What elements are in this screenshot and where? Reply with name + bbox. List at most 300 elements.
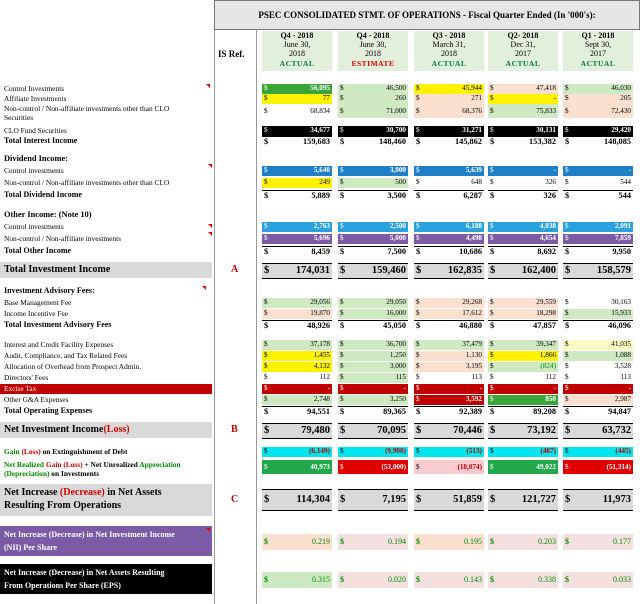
- label-fragment: 77: [322, 94, 330, 102]
- label-fragment: (18,074): [457, 463, 482, 471]
- label-fragment: $: [416, 494, 422, 505]
- label-fragment: Affiliate Investments: [4, 94, 67, 103]
- label-fragment: $: [416, 191, 421, 200]
- row-label: [4, 298, 71, 307]
- row-label: [4, 94, 66, 103]
- label-fragment: Appreciation: [139, 460, 181, 469]
- label-fragment: 47,418: [536, 84, 556, 92]
- row-label: [4, 166, 64, 175]
- label-fragment: 45,050: [383, 321, 406, 330]
- label-fragment: Directors' Fees: [4, 373, 49, 382]
- label-fragment: $: [416, 321, 421, 330]
- value-cell: [488, 406, 558, 417]
- label-fragment: Audit, Compliance, and Tax Related Fees: [4, 351, 128, 360]
- label-fragment: $: [565, 166, 569, 174]
- label-fragment: Total Dividend Income: [4, 190, 82, 199]
- label-fragment: Base Management Fee: [4, 298, 72, 307]
- label-fragment: $: [264, 247, 269, 256]
- value-cell: [262, 190, 332, 201]
- label-fragment: $: [565, 126, 569, 134]
- label-fragment: -: [553, 384, 556, 392]
- row-label: [4, 234, 121, 243]
- label-fragment: $: [340, 373, 344, 381]
- value-cell: [414, 94, 484, 104]
- label-fragment: -: [553, 94, 556, 102]
- label-fragment: $: [340, 575, 344, 584]
- label-fragment: $: [264, 265, 270, 276]
- label-fragment: $: [264, 407, 269, 416]
- label-fragment: 4,038: [539, 222, 556, 230]
- column-tag: ACTUAL: [279, 59, 315, 68]
- label-fragment: Total Operating Expenses: [4, 406, 93, 415]
- label-fragment: $: [490, 537, 494, 546]
- label-fragment: 326: [545, 178, 556, 186]
- label-fragment: $: [264, 222, 268, 230]
- label-fragment: 5,639: [465, 166, 482, 174]
- value-cell: [563, 384, 633, 394]
- row-label: [4, 424, 130, 436]
- label-fragment: $: [416, 425, 422, 436]
- label-fragment: 29,559: [536, 298, 556, 306]
- row-label: [4, 528, 175, 554]
- label-fragment: $: [416, 126, 420, 134]
- value-cell: [488, 298, 558, 308]
- label-fragment: $: [264, 463, 268, 471]
- label-fragment: $: [340, 234, 344, 242]
- is-ref-letter: A: [231, 264, 239, 275]
- label-fragment: 0.195: [464, 537, 482, 546]
- value-cell: [563, 373, 633, 383]
- label-fragment: $: [340, 107, 344, 115]
- label-fragment: 0.020: [388, 575, 406, 584]
- column-header: [262, 31, 332, 71]
- label-fragment: $: [416, 137, 421, 146]
- label-fragment: $: [264, 166, 268, 174]
- label-fragment: 3,592: [465, 395, 482, 403]
- label-fragment: $: [490, 309, 494, 317]
- label-fragment: 94,551: [307, 407, 330, 416]
- label-fragment: $: [416, 575, 420, 584]
- value-cell: [262, 246, 332, 257]
- label-fragment: 648: [471, 178, 482, 186]
- label-fragment: $: [565, 191, 570, 200]
- value-cell: [563, 423, 633, 439]
- value-cell: [488, 423, 558, 439]
- value-cell: [262, 447, 332, 457]
- label-fragment: $: [565, 395, 569, 403]
- is-ref-header: IS Ref.: [218, 49, 245, 59]
- value-cell: [414, 423, 484, 439]
- value-cell: [563, 104, 633, 118]
- label-fragment: $: [490, 107, 494, 115]
- label-fragment: $: [565, 447, 569, 455]
- label-fragment: 71,000: [386, 107, 406, 115]
- value-cell: [488, 572, 558, 588]
- value-cell: [262, 320, 332, 331]
- label-fragment: (Loss): [103, 424, 130, 435]
- label-fragment: Securities: [4, 113, 34, 122]
- value-cell: [414, 234, 484, 244]
- label-fragment: 68,376: [462, 107, 482, 115]
- label-fragment: $: [416, 178, 420, 186]
- label-fragment: $: [490, 178, 494, 186]
- label-fragment: 850: [545, 395, 556, 403]
- label-fragment: $: [340, 222, 344, 230]
- label-fragment: $: [340, 84, 344, 92]
- label-fragment: $: [565, 234, 569, 242]
- label-fragment: (513): [466, 447, 482, 455]
- label-fragment: 37,178: [310, 340, 330, 348]
- label-fragment: 112: [545, 373, 556, 381]
- value-cell: [488, 222, 558, 232]
- column-year: 2017: [515, 49, 531, 58]
- label-fragment: 10,686: [459, 247, 482, 256]
- label-fragment: $: [340, 298, 344, 306]
- label-fragment: $: [416, 247, 421, 256]
- label-fragment: + Net Unrealized: [82, 460, 140, 469]
- label-fragment: $: [416, 447, 420, 455]
- value-cell: [262, 136, 332, 147]
- label-fragment: 3,528: [614, 362, 631, 370]
- value-cell: [262, 94, 332, 104]
- comment-marker: [206, 84, 210, 88]
- value-cell: [262, 222, 332, 232]
- label-fragment: Net Realized: [4, 460, 45, 469]
- value-cell: [338, 362, 408, 372]
- label-fragment: 29,268: [462, 298, 482, 306]
- value-cell: [414, 340, 484, 350]
- value-cell: [414, 373, 484, 383]
- row-label: [4, 222, 64, 231]
- value-cell: [262, 166, 332, 176]
- label-fragment: 68,834: [310, 107, 330, 115]
- value-cell: [338, 340, 408, 350]
- value-cell: [338, 178, 408, 188]
- comment-marker: [208, 232, 212, 236]
- label-fragment: Gain (Loss): [44, 460, 83, 469]
- label-fragment: 79,480: [301, 425, 330, 436]
- value-cell: [414, 126, 484, 136]
- label-fragment: $: [264, 321, 269, 330]
- value-cell: [488, 309, 558, 319]
- label-fragment: $: [264, 425, 270, 436]
- label-fragment: (Depreciation): [4, 469, 50, 478]
- label-fragment: $: [340, 395, 344, 403]
- row-label: [4, 486, 162, 512]
- label-fragment: $: [340, 351, 344, 359]
- row-label: [4, 309, 68, 318]
- label-fragment: Net Increase (Decrease) in Net Assets Resulting: [4, 568, 165, 577]
- label-fragment: $: [490, 494, 496, 505]
- label-fragment: $: [565, 575, 569, 584]
- value-cell: [488, 94, 558, 104]
- label-fragment: $: [264, 575, 268, 584]
- comment-marker: [208, 224, 212, 228]
- label-fragment: (6,149): [309, 447, 330, 455]
- column-date: March 31,: [432, 40, 466, 49]
- label-fragment: 2,987: [614, 395, 631, 403]
- label-fragment: 159,683: [303, 137, 330, 146]
- label-fragment: 2,091: [614, 222, 631, 230]
- label-fragment: Gain: [4, 447, 20, 456]
- label-fragment: 145,862: [455, 137, 482, 146]
- label-fragment: $: [490, 247, 495, 256]
- column-quarter: Q3 - 2018: [432, 31, 466, 40]
- value-cell: [414, 263, 484, 279]
- label-fragment: $: [416, 463, 420, 471]
- label-fragment: 30,131: [536, 126, 556, 134]
- value-cell: [414, 489, 484, 511]
- label-fragment: $: [416, 309, 420, 317]
- label-fragment: $: [490, 463, 494, 471]
- label-fragment: $: [416, 234, 420, 242]
- value-cell: [563, 447, 633, 457]
- value-cell: [563, 406, 633, 417]
- label-fragment: 89,208: [533, 407, 556, 416]
- value-cell: [262, 104, 332, 118]
- label-fragment: $: [340, 247, 345, 256]
- label-fragment: $: [565, 537, 569, 546]
- label-fragment: $: [490, 222, 494, 230]
- label-fragment: 1,250: [389, 351, 406, 359]
- label-fragment: $: [340, 309, 344, 317]
- value-cell: [488, 373, 558, 383]
- value-cell: [414, 406, 484, 417]
- value-cell: [488, 136, 558, 147]
- label-fragment: 159,460: [371, 265, 406, 276]
- row-label: [4, 447, 127, 456]
- label-fragment: $: [264, 395, 268, 403]
- label-fragment: $: [340, 447, 344, 455]
- value-cell: [488, 384, 558, 394]
- label-fragment: $: [340, 191, 345, 200]
- column-year: 2018: [365, 49, 381, 58]
- label-fragment: $: [416, 395, 420, 403]
- label-fragment: $: [490, 94, 494, 102]
- value-cell: [488, 126, 558, 136]
- label-fragment: 75,833: [536, 107, 556, 115]
- label-fragment: 3,250: [389, 395, 406, 403]
- label-fragment: Interest and Credit Facility Expenses: [4, 340, 114, 349]
- label-fragment: $: [490, 321, 495, 330]
- label-fragment: Income Incentive Fee: [4, 309, 69, 318]
- column-year: 2018: [289, 49, 305, 58]
- value-cell: [262, 298, 332, 308]
- value-cell: [563, 460, 633, 474]
- label-fragment: 3,000: [389, 362, 406, 370]
- row-label: [4, 351, 127, 360]
- label-fragment: 19,870: [310, 309, 330, 317]
- label-fragment: $: [416, 340, 420, 348]
- value-cell: [563, 246, 633, 257]
- label-fragment: Net Investment Income: [4, 424, 104, 435]
- label-fragment: 7,500: [387, 247, 406, 256]
- value-cell: [338, 373, 408, 383]
- label-fragment: 29,056: [310, 298, 330, 306]
- column-date: June 30,: [283, 40, 311, 49]
- label-fragment: $: [490, 351, 494, 359]
- label-fragment: $: [416, 537, 420, 546]
- label-fragment: $: [490, 373, 494, 381]
- value-cell: [262, 460, 332, 474]
- label-fragment: $: [264, 309, 268, 317]
- column-header: [414, 31, 484, 71]
- value-cell: [262, 572, 332, 588]
- label-fragment: 1,866: [539, 351, 556, 359]
- label-fragment: CLO Fund Securities: [4, 126, 67, 135]
- column-header: [563, 31, 633, 71]
- row-label: [4, 210, 92, 219]
- value-cell: [414, 351, 484, 361]
- value-cell: [338, 166, 408, 176]
- value-cell: [488, 534, 558, 550]
- label-fragment: $: [264, 126, 268, 134]
- label-fragment: 46,880: [459, 321, 482, 330]
- column-quarter: Q4 - 2018: [356, 31, 390, 40]
- value-cell: [262, 84, 332, 94]
- row-label: [4, 286, 95, 295]
- label-fragment: 16,000: [386, 309, 406, 317]
- value-cell: [563, 351, 633, 361]
- label-fragment: 3,000: [389, 166, 406, 174]
- column-date: Dec 31,: [510, 40, 536, 49]
- row-label: [4, 320, 111, 329]
- value-cell: [414, 178, 484, 188]
- label-fragment: From Operations Per Share (EPS): [4, 581, 121, 590]
- row-label: [4, 566, 165, 592]
- is-ref-letter: C: [231, 494, 239, 505]
- value-cell: [414, 246, 484, 257]
- column-header: [488, 31, 558, 71]
- label-fragment: $: [416, 384, 420, 392]
- label-fragment: 2,500: [389, 222, 406, 230]
- value-cell: [488, 320, 558, 331]
- label-fragment: $: [490, 166, 494, 174]
- label-fragment: 153,382: [529, 137, 556, 146]
- label-fragment: (53,000): [381, 463, 406, 471]
- value-cell: [262, 351, 332, 361]
- label-fragment: Investment Advisory Fees:: [4, 286, 95, 295]
- value-cell: [414, 84, 484, 94]
- label-fragment: 1,088: [614, 351, 631, 359]
- label-fragment: 11,973: [602, 494, 631, 505]
- row-label: [4, 264, 110, 276]
- value-cell: [338, 136, 408, 147]
- label-fragment: $: [416, 373, 420, 381]
- label-fragment: 46,096: [608, 321, 631, 330]
- label-fragment: 6,287: [463, 191, 482, 200]
- label-fragment: 56,095: [310, 84, 330, 92]
- label-fragment: $: [416, 351, 420, 359]
- value-cell: [563, 362, 633, 372]
- label-fragment: $: [490, 447, 494, 455]
- label-fragment: $: [490, 384, 494, 392]
- label-fragment: 326: [543, 191, 556, 200]
- label-fragment: Control Investments: [4, 84, 65, 93]
- label-fragment: 4,498: [465, 234, 482, 242]
- report-title: PSEC CONSOLIDATED STMT. OF OPERATIONS - Fiscal Quarter Ended (In '000's):: [214, 0, 640, 30]
- label-fragment: (487): [540, 447, 556, 455]
- label-fragment: (445): [615, 447, 631, 455]
- value-cell: [488, 234, 558, 244]
- value-cell: [338, 447, 408, 457]
- label-fragment: in Net Assets: [104, 487, 162, 498]
- label-fragment: $: [565, 222, 569, 230]
- value-cell: [338, 104, 408, 118]
- label-fragment: $: [264, 351, 268, 359]
- label-fragment: $: [565, 309, 569, 317]
- value-cell: [414, 136, 484, 147]
- label-fragment: 0.203: [538, 537, 556, 546]
- label-fragment: 544: [620, 178, 631, 186]
- value-cell: [262, 263, 332, 279]
- row-label: [4, 406, 92, 415]
- value-cell: [414, 104, 484, 118]
- label-fragment: $: [490, 234, 494, 242]
- label-fragment: Excise Tax: [4, 384, 37, 393]
- label-fragment: 5,696: [313, 234, 330, 242]
- label-fragment: 2,763: [313, 222, 330, 230]
- label-fragment: $: [340, 463, 344, 471]
- label-fragment: (9,900): [385, 447, 406, 455]
- label-fragment: 3,195: [465, 362, 482, 370]
- value-cell: [488, 166, 558, 176]
- value-cell: [338, 489, 408, 511]
- label-fragment: $: [490, 362, 494, 370]
- label-fragment: 0.315: [312, 575, 330, 584]
- value-cell: [262, 534, 332, 550]
- row-label: [4, 126, 67, 135]
- label-fragment: 9,950: [612, 247, 631, 256]
- value-cell: [338, 406, 408, 417]
- label-fragment: 7,859: [614, 234, 631, 242]
- value-cell: [414, 190, 484, 201]
- label-fragment: $: [565, 373, 569, 381]
- label-fragment: 47,857: [533, 321, 556, 330]
- label-fragment: 92,389: [459, 407, 482, 416]
- label-fragment: 41,035: [611, 340, 631, 348]
- value-cell: [563, 534, 633, 550]
- label-fragment: $: [490, 340, 494, 348]
- label-fragment: Control investments: [4, 166, 64, 175]
- value-cell: [563, 263, 633, 279]
- column-tag: ESTIMATE: [351, 59, 395, 68]
- value-cell: [563, 489, 633, 511]
- value-cell: [262, 489, 332, 511]
- label-fragment: Other Income: (Note 10): [4, 210, 92, 219]
- label-fragment: $: [565, 107, 569, 115]
- value-cell: [262, 373, 332, 383]
- label-fragment: Control investments: [4, 222, 64, 231]
- label-fragment: $: [340, 407, 345, 416]
- label-fragment: -: [553, 166, 556, 174]
- value-cell: [563, 309, 633, 319]
- label-fragment: $: [340, 265, 346, 276]
- value-cell: [338, 423, 408, 439]
- value-cell: [414, 460, 484, 474]
- value-cell: [414, 298, 484, 308]
- label-fragment: Total Investment Income: [4, 264, 111, 275]
- label-fragment: $: [565, 494, 571, 505]
- value-cell: [488, 395, 558, 405]
- label-fragment: $: [264, 94, 268, 102]
- label-fragment: 3,500: [387, 191, 406, 200]
- label-fragment: 48,926: [307, 321, 330, 330]
- label-fragment: 49,022: [536, 463, 556, 471]
- value-cell: [338, 298, 408, 308]
- value-cell: [262, 395, 332, 405]
- label-fragment: 39,347: [536, 340, 556, 348]
